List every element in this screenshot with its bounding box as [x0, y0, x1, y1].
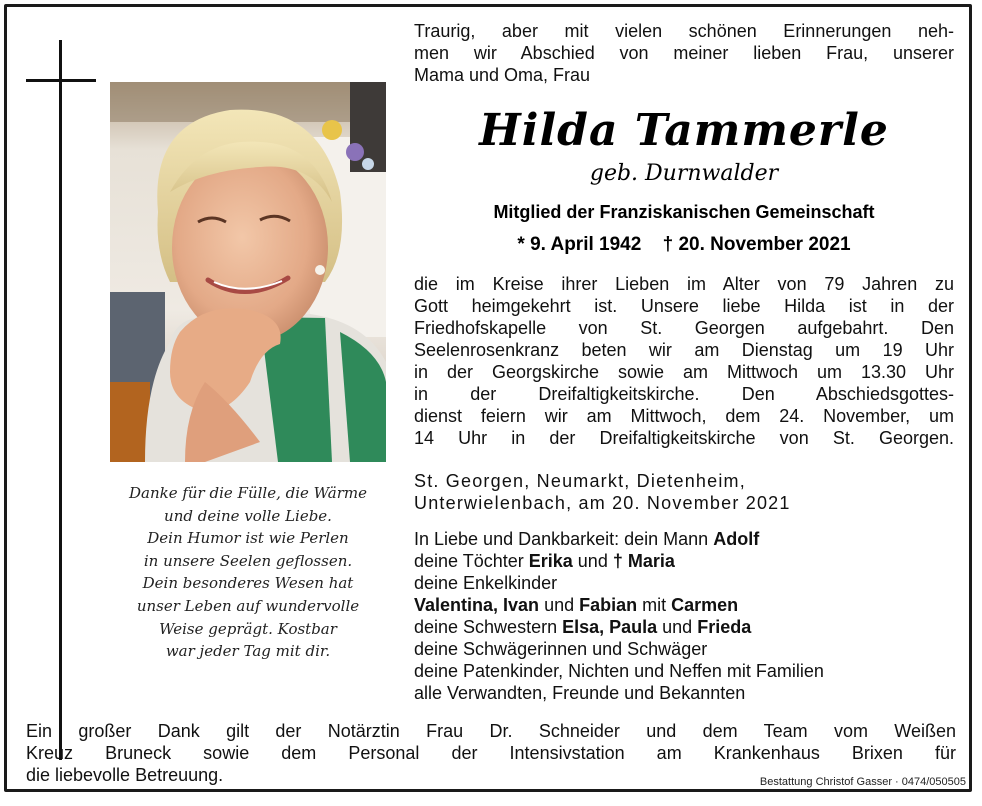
memorial-poem [108, 482, 388, 663]
family-list [414, 528, 954, 704]
poem-line: und deine volle Liebe. [164, 506, 332, 525]
announcement-body [414, 273, 954, 449]
body-line: Gott heimgekehrt ist. Unsere liebe Hilda ist in der [414, 296, 954, 316]
family-line: deine Schwägerinnen und Schwäger [414, 639, 708, 659]
family-line: Valentina, Ivan und Fabian mit Carmen [414, 595, 739, 615]
body-line: 14 Uhr in der Dreifaltigkeitskirche von St. Georgen. [414, 428, 954, 448]
family-line: deine Schwestern Elsa, Paula und Frieda [414, 617, 752, 637]
body-line: Friedhofskapelle von St. Georgen aufgebahrt. Den [414, 318, 954, 338]
family-line: deine Enkelkinder [414, 573, 558, 593]
poem-line: war jeder Tag mit dir. [165, 642, 331, 661]
undertaker-credit: Bestattung Christof Gasser · 0474/050505 [759, 776, 966, 788]
intro-text [414, 20, 954, 86]
family-line: alle Verwandten, Freunde und Bekannten [414, 683, 746, 703]
intro-line: Mama und Oma, Frau [414, 65, 591, 85]
body-line: Seelenrosenkranz beten wir am Dienstag um 19 Uhr [414, 340, 954, 360]
membership-line: Mitglied der Franziskanischen Gemeinschaft [493, 202, 875, 222]
portrait-photo [110, 82, 386, 462]
poem-line: Dein besonderes Wesen hat [142, 574, 354, 593]
poem-line: unser Leben auf wundervolle [136, 596, 360, 615]
death-date: † 20. November 2021 [662, 234, 851, 255]
poem-line: Weise geprägt. Kostbar [159, 619, 337, 638]
place-line: Unterwielenbach, am 20. November 2021 [414, 493, 791, 513]
deceased-name: Hilda Tammerle [479, 105, 889, 156]
birth-date: * 9. April 1942 [517, 234, 642, 255]
place-line: St. Georgen, Neumarkt, Dietenheim, [414, 471, 746, 491]
body-line: in der Georgskirche sowie am Mittwoch um 13.30 Uhr [414, 362, 954, 382]
thanks-line: Ein großer Dank gilt der Notärztin Frau Dr. Schneider und dem Team vom Weißen [26, 721, 956, 741]
family-line: deine Töchter Erika und † Maria [414, 551, 675, 571]
poem-line: Dein Humor ist wie Perlen [147, 529, 349, 548]
intro-line: Traurig, aber mit vielen schönen Erinnerungen neh- [414, 21, 954, 41]
body-line: die im Kreise ihrer Lieben im Alter von 79 Jahren zu [414, 274, 954, 294]
family-line: deine Patenkinder, Nichten und Neffen mit Familien [414, 661, 824, 681]
body-line: dienst feiern wir am Mittwoch, dem 24. November, um [414, 406, 954, 426]
place-and-date [414, 470, 954, 514]
life-dates [414, 232, 954, 258]
family-line: In Liebe und Dankbarkeit: dein Mann Adolf [414, 529, 760, 549]
thanks-line: die liebevolle Betreuung. [26, 765, 224, 785]
thanks-line: Kreuz Bruneck sowie dem Personal der Intensivstation am Krankenhaus Brixen für [26, 743, 956, 763]
maiden-name: geb. Durnwalder [589, 161, 779, 186]
intro-line: men wir Abschied von meiner lieben Frau, unserer [414, 43, 954, 63]
body-line: in der Dreifaltigkeitskirche. Den Abschiedsgottes- [414, 384, 954, 404]
poem-line: Danke für die Fülle, die Wärme [128, 484, 367, 502]
poem-line: in unsere Seelen geflossen. [143, 551, 353, 570]
